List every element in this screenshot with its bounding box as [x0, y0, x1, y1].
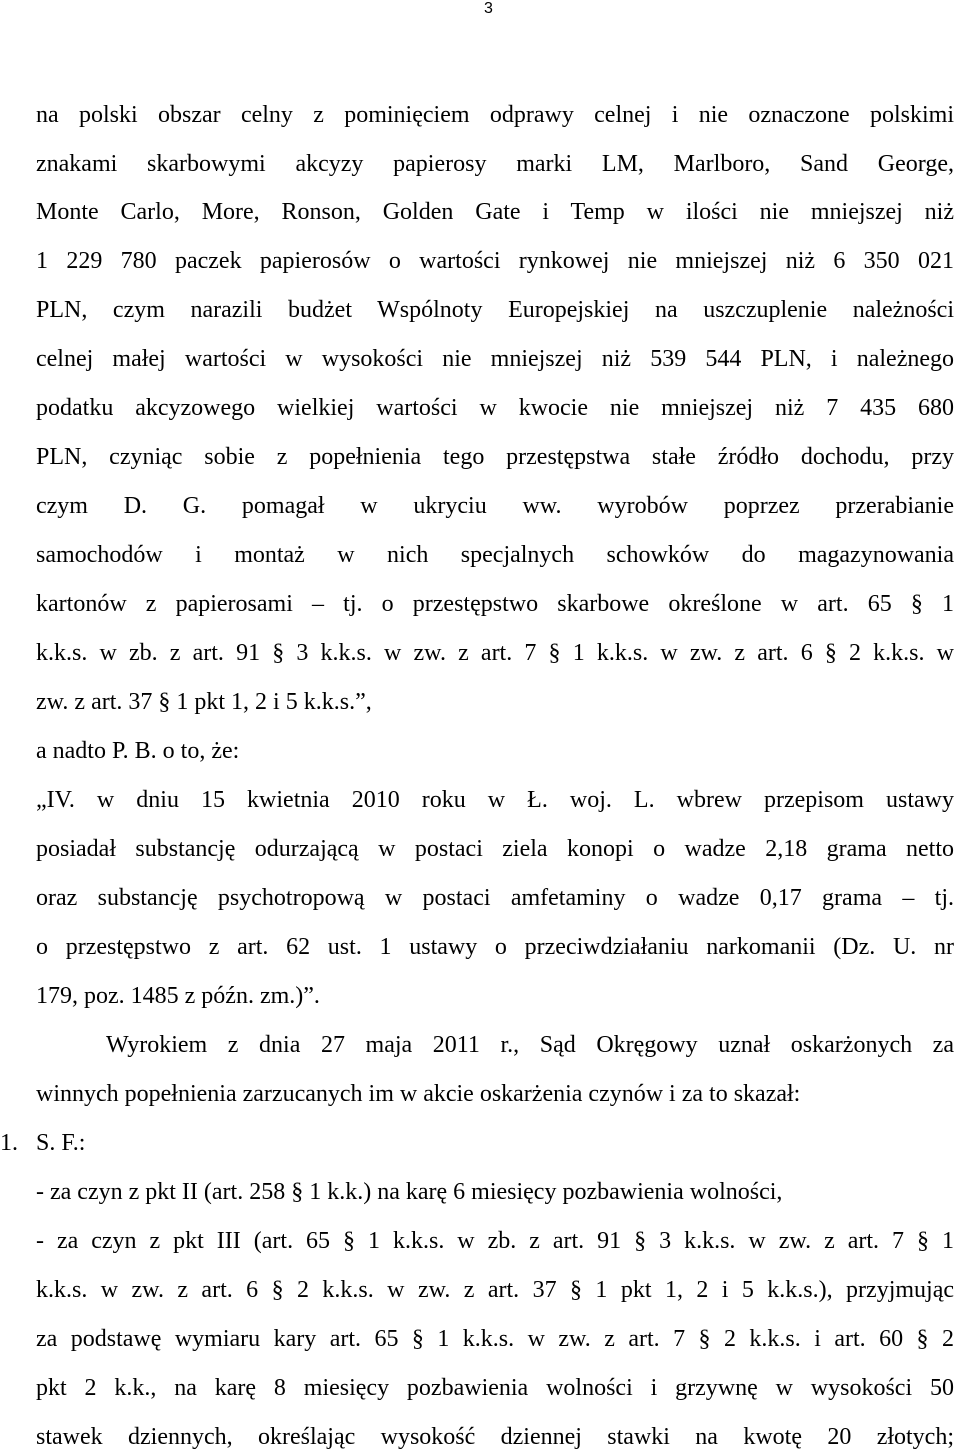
text-line: samochodów i montaż w nich specjalnych schowków do magazynowania: [36, 542, 954, 568]
list-number: 1.: [0, 1130, 18, 1156]
text-line: - za czyn z pkt III (art. 65 § 1 k.k.s. w zb. z art. 91 § 3 k.k.s. w zw. z art. 7 § 1: [36, 1228, 954, 1254]
text-line: „IV. w dniu 15 kwietnia 2010 roku w Ł. woj. L. wbrew przepisom ustawy: [36, 787, 954, 813]
text-line: Monte Carlo, More, Ronson, Golden Gate i Temp w ilości nie mniejszej niż: [36, 199, 954, 225]
text-line: o przestępstwo z art. 62 ust. 1 ustawy o przeciwdziałaniu narkomanii (Dz. U. nr: [36, 934, 954, 960]
text-line: 1 229 780 paczek papierosów o wartości rynkowej nie mniejszej niż 6 350 021: [36, 248, 954, 274]
text-line: na polski obszar celny z pominięciem odprawy celnej i nie oznaczone polskimi: [36, 102, 954, 128]
text-line: podatku akcyzowego wielkiej wartości w kwocie nie mniejszej niż 7 435 680: [36, 395, 954, 421]
text-line: celnej małej wartości w wysokości nie mniejszej niż 539 544 PLN, i należnego: [36, 346, 954, 372]
text-line: - za czyn z pkt II (art. 258 § 1 k.k.) na karę 6 miesięcy pozbawienia wolności,: [36, 1179, 783, 1205]
text-line: zw. z art. 37 § 1 pkt 1, 2 i 5 k.k.s.”,: [36, 689, 372, 715]
text-line: 179, poz. 1485 z późn. zm.)”.: [36, 983, 320, 1009]
text-line: S. F.:: [36, 1130, 86, 1156]
text-line: k.k.s. w zw. z art. 6 § 2 k.k.s. w zw. z art. 37 § 1 pkt 1, 2 i 5 k.k.s.), przyjmując: [36, 1277, 954, 1303]
page-number: 3: [484, 0, 493, 17]
text-line: za podstawę wymiaru kary art. 65 § 1 k.k.s. w zw. z art. 7 § 2 k.k.s. i art. 60 § 2: [36, 1326, 954, 1352]
text-line: k.k.s. w zb. z art. 91 § 3 k.k.s. w zw. z art. 7 § 1 k.k.s. w zw. z art. 6 § 2 k.k.s. w: [36, 640, 954, 666]
text-line: stawek dziennych, określając wysokość dziennej stawki na kwotę 20 złotych;: [36, 1424, 954, 1450]
text-line: znakami skarbowymi akcyzy papierosy marki LM, Marlboro, Sand George,: [36, 151, 954, 177]
text-line: pkt 2 k.k., na karę 8 miesięcy pozbawienia wolności i grzywnę w wysokości 50: [36, 1375, 954, 1401]
text-line: a nadto P. B. o to, że:: [36, 738, 240, 764]
text-line: oraz substancję psychotropową w postaci amfetaminy o wadze 0,17 grama – tj.: [36, 885, 954, 911]
text-line: winnych popełnienia zarzucanych im w akcie oskarżenia czynów i za to skazał:: [36, 1081, 801, 1107]
text-line: Wyrokiem z dnia 27 maja 2011 r., Sąd Okręgowy uznał oskarżonych za: [106, 1032, 954, 1058]
text-line: kartonów z papierosami – tj. o przestępstwo skarbowe określone w art. 65 § 1: [36, 591, 954, 617]
text-line: posiadał substancję odurzającą w postaci ziela konopi o wadze 2,18 grama netto: [36, 836, 954, 862]
text-line: PLN, czyniąc sobie z popełnienia tego przestępstwa stałe źródło dochodu, przy: [36, 444, 954, 470]
text-line: czym D. G. pomagał w ukryciu ww. wyrobów poprzez przerabianie: [36, 493, 954, 519]
text-line: PLN, czym narazili budżet Wspólnoty Europejskiej na uszczuplenie należności: [36, 297, 954, 323]
